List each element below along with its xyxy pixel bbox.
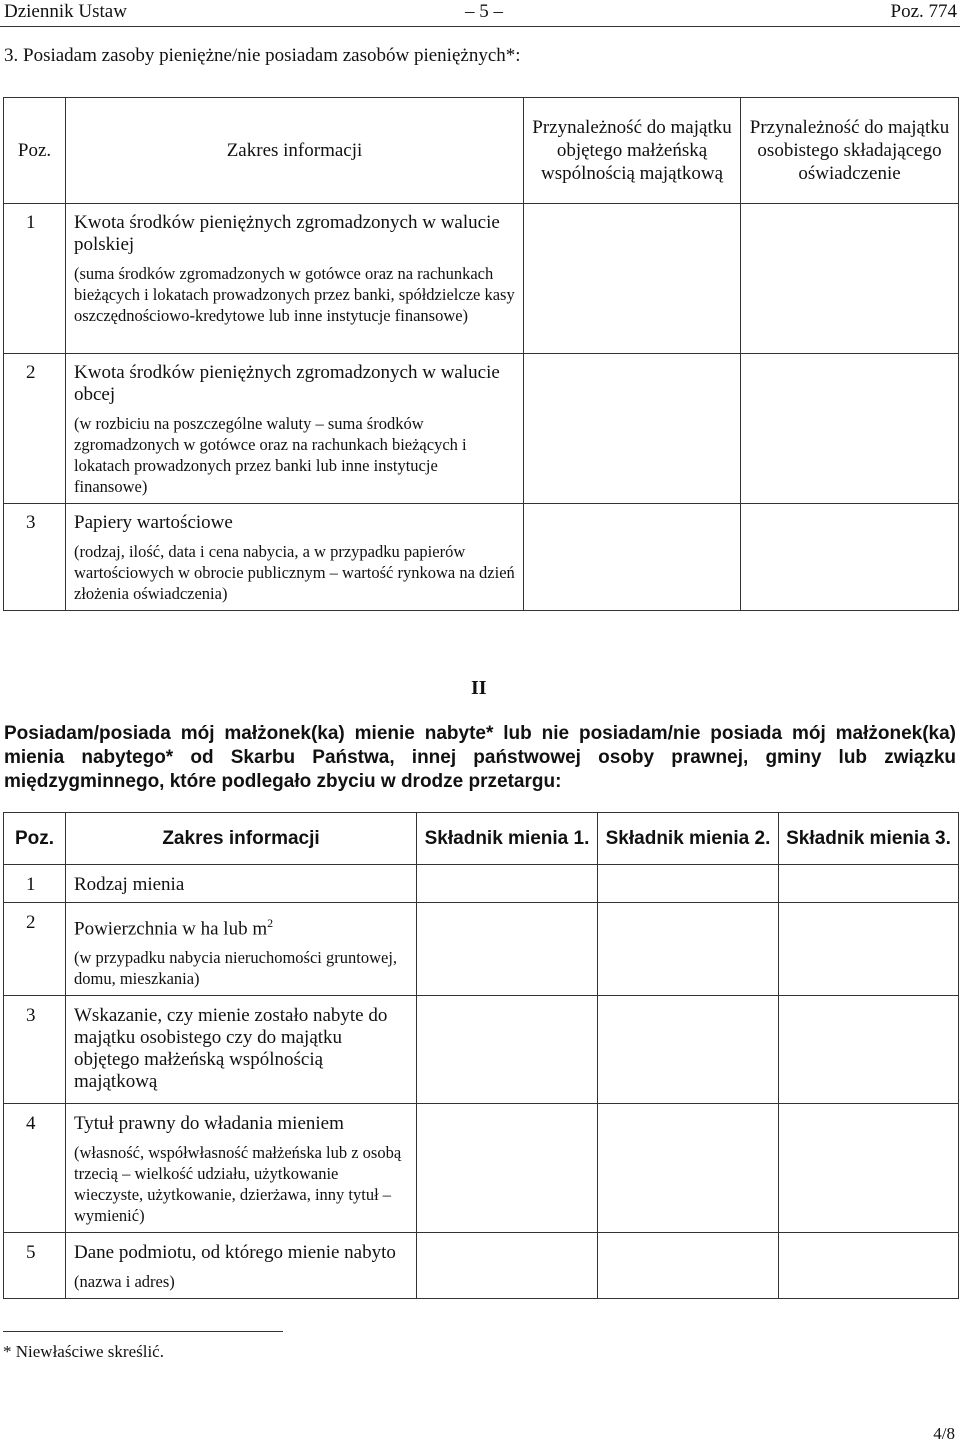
cash-resources-table (3, 97, 959, 611)
table-row (4, 354, 959, 504)
page-number: 4/8 (933, 1424, 955, 1443)
item-2-input-cell[interactable] (598, 1104, 779, 1233)
row-number: 3 (4, 504, 66, 611)
row-description (66, 204, 524, 354)
row-number: 5 (4, 1233, 66, 1299)
header-poz: Poz. (4, 98, 66, 204)
row-main-text: Tytuł prawny do władania mieniem (74, 1113, 344, 1135)
joint-property-input-cell[interactable] (524, 504, 741, 611)
journal-title: Dziennik Ustaw (4, 1, 127, 22)
row-sub-text: (w rozbiciu na poszczególne waluty – suma środków zgromadzonych w gotówce oraz na rachunkach bieżących i lokatach prowadzonych przez banki lub inne instytucje finansowe) (74, 414, 467, 496)
row-description (66, 865, 417, 903)
header-item-3: Składnik mienia 3. (779, 813, 959, 865)
section-roman-numeral: II (471, 677, 487, 699)
table-header-row (4, 98, 959, 204)
header-personal-property: Przynależność do majątku osobistego składającego oświadczenie (741, 98, 959, 204)
personal-property-input-cell[interactable] (741, 504, 959, 611)
row-number: 2 (4, 903, 66, 996)
item-1-input-cell[interactable] (417, 1104, 598, 1233)
row-main-text: Wskazanie, czy mienie zostało nabyte do majątku osobistego czy do majątku objętego małżeńską wspólnością majątkową (74, 1005, 388, 1093)
item-1-input-cell[interactable] (417, 865, 598, 903)
superscript: 2 (267, 916, 274, 930)
joint-property-input-cell[interactable] (524, 354, 741, 504)
row-main-text: Kwota środków pieniężnych zgromadzonych w walucie obcej (74, 362, 500, 405)
row-main-text: Papiery wartościowe (74, 512, 233, 533)
row-main-text: Kwota środków pieniężnych zgromadzonych w walucie polskiej (74, 212, 500, 255)
row-sub-text: (w przypadku nabycia nieruchomości gruntowej, domu, mieszkania) (74, 948, 398, 989)
header-rule (0, 26, 960, 27)
item-2-input-cell[interactable] (598, 996, 779, 1104)
table-row (4, 1233, 959, 1299)
item-2-input-cell[interactable] (598, 1233, 779, 1299)
row-number: 1 (4, 204, 66, 354)
item-1-input-cell[interactable] (417, 1233, 598, 1299)
item-3-input-cell[interactable] (779, 865, 959, 903)
row-description (66, 354, 524, 504)
header-joint-property: Przynależność do majątku objętego małżeńską wspólnością majątkową (524, 98, 741, 204)
row-number: 2 (4, 354, 66, 504)
section-heading: 3. Posiadam zasoby pieniężne/nie posiadam zasobów pieniężnych*: (4, 45, 521, 66)
header-zakres: Zakres informacji (66, 813, 417, 865)
row-sub-text: (nazwa i adres) (74, 1272, 175, 1292)
row-main-text: Rodzaj mienia (74, 874, 185, 895)
acquired-property-table (3, 812, 959, 1299)
header-poz: Poz. (4, 813, 66, 865)
item-3-input-cell[interactable] (779, 1233, 959, 1299)
row-number: 1 (4, 865, 66, 903)
row-number: 3 (4, 996, 66, 1104)
row-description (66, 504, 524, 611)
page-header (0, 0, 960, 26)
item-2-input-cell[interactable] (598, 865, 779, 903)
row-sub-text: (suma środków zgromadzonych w gotówce oraz na rachunkach bieżących i lokatach prowadzonych przez banki, spółdzielcze kasy oszczędnościowo-kredytowe lub inne instytucje finansowe) (74, 264, 515, 325)
page-number-header: – 5 – (465, 1, 503, 22)
position-number: Poz. 774 (890, 1, 957, 22)
row-main-text: Powierzchnia w ha lub $m^2$ (74, 916, 274, 940)
table-row (4, 865, 959, 903)
footnote-rule (3, 1331, 283, 1332)
header-item-1: Składnik mienia 1. (417, 813, 598, 865)
item-2-input-cell[interactable] (598, 903, 779, 996)
item-3-input-cell[interactable] (779, 1104, 959, 1233)
row-description (66, 1233, 417, 1299)
header-item-2: Składnik mienia 2. (598, 813, 779, 865)
row-sub-text: (własność, współwłasność małżeńska lub z osobą trzecią – wielkość udziału, użytkowanie wieczyste, użytkowanie, dzierżawa, inny tytuł – wymienić) (74, 1143, 402, 1226)
table-row (4, 504, 959, 611)
row-description (66, 996, 417, 1104)
row-description (66, 1104, 417, 1233)
item-3-input-cell[interactable] (779, 903, 959, 996)
table-header-row (4, 813, 959, 865)
personal-property-input-cell[interactable] (741, 204, 959, 354)
item-1-input-cell[interactable] (417, 903, 598, 996)
table-row (4, 903, 959, 996)
personal-property-input-cell[interactable] (741, 354, 959, 504)
table-row (4, 1104, 959, 1233)
footnote: * Niewłaściwe skreślić. (3, 1342, 164, 1361)
joint-property-input-cell[interactable] (524, 204, 741, 354)
row-sub-text: (rodzaj, ilość, data i cena nabycia, a w przypadku papierów wartościowych w obrocie publicznym – wartość rynkowa na dzień złożenia oświadczenia) (74, 542, 515, 603)
row-number: 4 (4, 1104, 66, 1233)
table-row (4, 204, 959, 354)
row-main-text: Dane podmiotu, od którego mienie nabyto (74, 1242, 396, 1264)
table-row (4, 996, 959, 1104)
header-zakres: Zakres informacji (66, 98, 524, 204)
section-paragraph: Posiadam/posiada mój małżonek(ka) mienie nabyte* lub nie posiadam/nie posiada mój małżonek(ka) mienia nabytego* od Skarbu Państwa, innej państwowej osoby prawnej, gminy lub związku międzygminnego, które podlegało zbyciu w drodze przetargu: (4, 723, 956, 792)
row-description (66, 903, 417, 996)
item-3-input-cell[interactable] (779, 996, 959, 1104)
item-1-input-cell[interactable] (417, 996, 598, 1104)
